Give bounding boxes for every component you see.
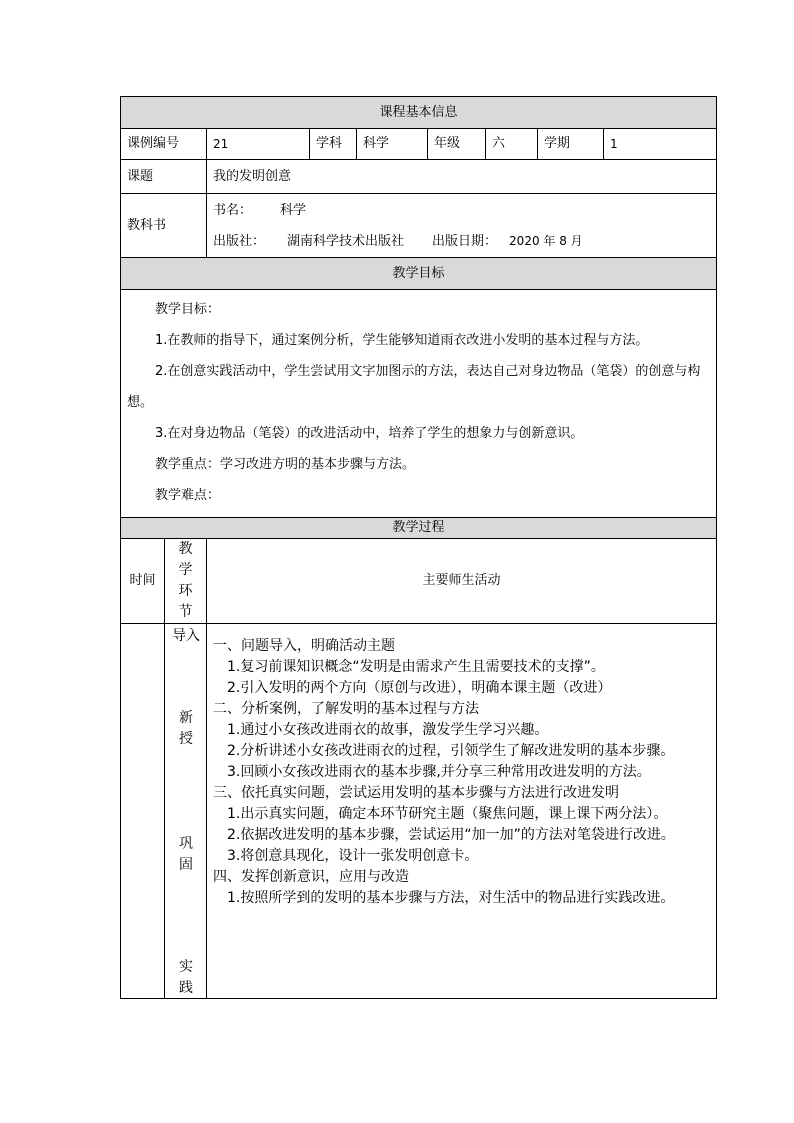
topic-label: 课题 bbox=[121, 160, 207, 194]
stage-consolidation: 巩固 bbox=[179, 836, 193, 873]
teaching-key-point: 教学重点：学习改进方明的基本步骤与方法。 bbox=[155, 457, 416, 472]
stage-label-char: 教 bbox=[178, 541, 193, 557]
grade-value: 六 bbox=[486, 129, 538, 160]
objective-item: 2.在创意实践活动中，学生尝试用文字加图示的方法，表达自己对身边物品（笔袋）的创意与构想。 bbox=[127, 364, 701, 410]
activity-step: 2.引入发明的两个方向（原创与改进），明确本课主题（改进） bbox=[227, 680, 612, 696]
stage-label-char: 节 bbox=[178, 604, 193, 620]
term-label: 学期 bbox=[538, 129, 604, 160]
stage-label-char: 环 bbox=[178, 583, 193, 599]
process-header: 教学过程 bbox=[121, 518, 717, 539]
activity-section-heading: 三、依托真实问题，尝试运用发明的基本步骤与方法进行改进发明 bbox=[213, 785, 619, 801]
textbook-label: 教科书 bbox=[121, 194, 207, 258]
objective-item: 3.在对身边物品（笔袋）的改进活动中，培养了学生的想象力与创新意识。 bbox=[155, 426, 584, 441]
book-name-value: 科学 bbox=[280, 202, 307, 218]
activity-step: 1.通过小女孩改进雨衣的故事，激发学生学习兴趣。 bbox=[227, 722, 549, 738]
activity-step: 2.分析讲述小女孩改进雨衣的过程，引领学生了解改进发明的基本步骤。 bbox=[227, 743, 675, 759]
activity-step: 1.出示真实问题，确定本环节研究主题（聚焦问题，课上课下两分法）。 bbox=[227, 806, 668, 822]
activity-column-label: 主要师生活动 bbox=[207, 539, 717, 624]
time-column-label: 时间 bbox=[121, 539, 165, 624]
book-name-label: 书名： bbox=[213, 202, 253, 218]
stage-label-char: 学 bbox=[178, 562, 193, 578]
stage-column-label bbox=[165, 539, 207, 624]
activity-step: 2.依据改进发明的基本步骤，尝试运用“加一加”的方法对笔袋进行改进。 bbox=[227, 827, 675, 843]
stage-new-lesson: 新授 bbox=[179, 710, 193, 747]
basic-info-table bbox=[120, 96, 717, 518]
process-table bbox=[120, 517, 717, 999]
objective-item: 1.在教师的指导下，通过案例分析，学生能够知道雨衣改进小发明的基本过程与方法。 bbox=[155, 333, 649, 348]
publisher-label: 出版社： bbox=[213, 233, 266, 249]
activity-step: 1.复习前课知识概念“发明是由需求产生且需要技术的支撑”。 bbox=[227, 659, 605, 675]
activity-step: 3.回顾小女孩改进雨衣的基本步骤,并分享三种常用改进发明的方法。 bbox=[227, 764, 651, 780]
activity-step: 1.按照所学到的发明的基本步骤与方法，对生活中的物品进行实践改进。 bbox=[227, 890, 675, 906]
subject-label: 学科 bbox=[310, 129, 357, 160]
objectives-content bbox=[121, 290, 717, 518]
basic-info-header: 课程基本信息 bbox=[121, 97, 717, 129]
activity-section-heading: 二、分析案例，了解发明的基本过程与方法 bbox=[213, 701, 479, 717]
objectives-intro: 教学目标： bbox=[155, 302, 221, 317]
publisher-value: 湖南科学技术出版社 bbox=[287, 233, 405, 249]
pub-date-label: 出版日期： bbox=[432, 233, 498, 249]
term-value: 1 bbox=[604, 129, 717, 160]
lesson-plan-document bbox=[120, 96, 716, 999]
grade-label: 年级 bbox=[428, 129, 486, 160]
textbook-info bbox=[207, 194, 717, 258]
stage-intro: 导入 bbox=[172, 628, 200, 644]
activity-step: 3.将创意具现化，设计一张发明创意卡。 bbox=[227, 848, 479, 864]
topic-value: 我的发明创意 bbox=[207, 160, 717, 194]
lesson-no-label: 课例编号 bbox=[121, 129, 207, 160]
activity-content bbox=[207, 624, 717, 999]
stage-cell bbox=[165, 624, 207, 999]
activity-section-heading: 四、发挥创新意识，应用与改造 bbox=[213, 869, 409, 885]
time-cell bbox=[121, 624, 165, 999]
subject-value: 科学 bbox=[357, 129, 428, 160]
teaching-difficulty: 教学难点： bbox=[155, 488, 221, 503]
activity-section-heading: 一、问题导入，明确活动主题 bbox=[213, 638, 395, 654]
lesson-no-value: 21 bbox=[207, 129, 310, 160]
stage-practice: 实践 bbox=[179, 959, 193, 996]
objectives-header: 教学目标 bbox=[121, 258, 717, 290]
pub-date-value: 2020 年 8 月 bbox=[509, 233, 583, 248]
